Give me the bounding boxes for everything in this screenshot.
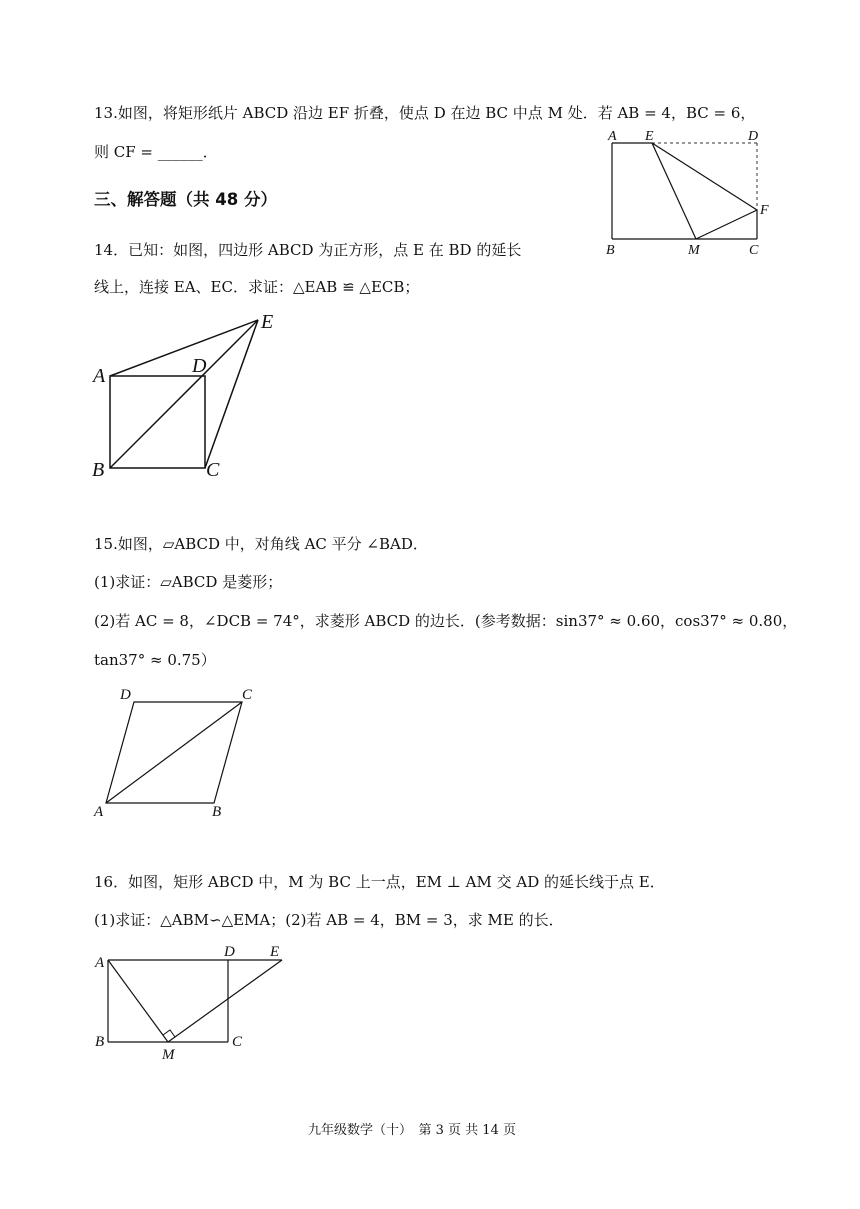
q14-text-line1: 14．已知：如图，四边形 ABCD 为正方形，点 E 在 BD 的延长 bbox=[94, 241, 522, 259]
q13-label-A: A bbox=[608, 129, 617, 144]
q14-edge-CE bbox=[205, 320, 258, 468]
q14-label-A: A bbox=[93, 365, 106, 387]
q13-label-D: D bbox=[748, 129, 759, 144]
q14-figure bbox=[88, 310, 288, 480]
q16-label-C: C bbox=[232, 1034, 243, 1050]
q13-label-F: F bbox=[760, 203, 769, 218]
q16-text-line1: 16．如图，矩形 ABCD 中，M 为 BC 上一点，EM ⊥ AM 交 AD 的延长线于点 E． bbox=[94, 873, 665, 891]
q13-text-line2: 则 CF = ______． bbox=[94, 143, 218, 161]
q14-label-E: E bbox=[261, 311, 274, 333]
q13-figure bbox=[600, 125, 780, 258]
q16-label-D: D bbox=[224, 944, 235, 960]
q14-edge-AE bbox=[110, 320, 258, 376]
q13-label-M: M bbox=[688, 243, 700, 258]
q15-part1: (1)求证：▱ABCD 是菱形； bbox=[94, 573, 283, 591]
q13-label-E: E bbox=[645, 129, 654, 144]
q15-label-A: A bbox=[94, 804, 104, 820]
q15-diagonal-AC bbox=[106, 702, 242, 803]
q14-text-line2: 线上，连接 EA、EC．求证：△EAB ≌ △ECB； bbox=[94, 278, 420, 296]
q16-text-line2: (1)求证：△ABM∽△EMA；(2)若 AB = 4，BM = 3，求 ME 的长． bbox=[94, 911, 564, 929]
q16-figure bbox=[90, 942, 300, 1062]
q14-label-B: B bbox=[92, 459, 105, 481]
q16-label-E: E bbox=[270, 944, 280, 960]
section-heading: 三、解答题（共 48 分） bbox=[94, 190, 277, 209]
q15-part2b: tan37° ≈ 0.75） bbox=[94, 651, 216, 669]
q16-edge-AM bbox=[108, 960, 168, 1042]
q13-label-C: C bbox=[749, 243, 759, 258]
q14-label-D: D bbox=[192, 355, 207, 377]
q16-label-A: A bbox=[95, 955, 105, 971]
q13-label-B: B bbox=[606, 243, 615, 258]
q15-part2: (2)若 AC = 8，∠DCB = 74°，求菱形 ABCD 的边长．(参考数据：sin37° ≈ 0.60，cos37° ≈ 0.80， bbox=[94, 612, 798, 630]
q14-label-C: C bbox=[206, 459, 220, 481]
q15-figure bbox=[90, 685, 270, 825]
q15-label-B: B bbox=[212, 804, 222, 820]
q16-label-M: M bbox=[162, 1047, 175, 1063]
q16-label-B: B bbox=[95, 1034, 105, 1050]
q14-edge-BE bbox=[110, 320, 258, 468]
q16-right-angle-mark bbox=[163, 1030, 175, 1037]
q15-text-line1: 15.如图，▱ABCD 中，对角线 AC 平分 ∠BAD． bbox=[94, 535, 428, 553]
q13-edge-MF bbox=[696, 210, 757, 239]
q16-edge-ME bbox=[168, 960, 282, 1042]
q15-label-C: C bbox=[242, 687, 253, 703]
q13-text-line1: 13.如图，将矩形纸片 ABCD 沿边 EF 折叠，使点 D 在边 BC 中点 M 处．若 AB = 4，BC = 6， bbox=[94, 104, 756, 122]
page-footer: 九年级数学（十） 第 3 页 共 14 页 bbox=[308, 1123, 516, 1138]
q15-label-D: D bbox=[120, 687, 131, 703]
